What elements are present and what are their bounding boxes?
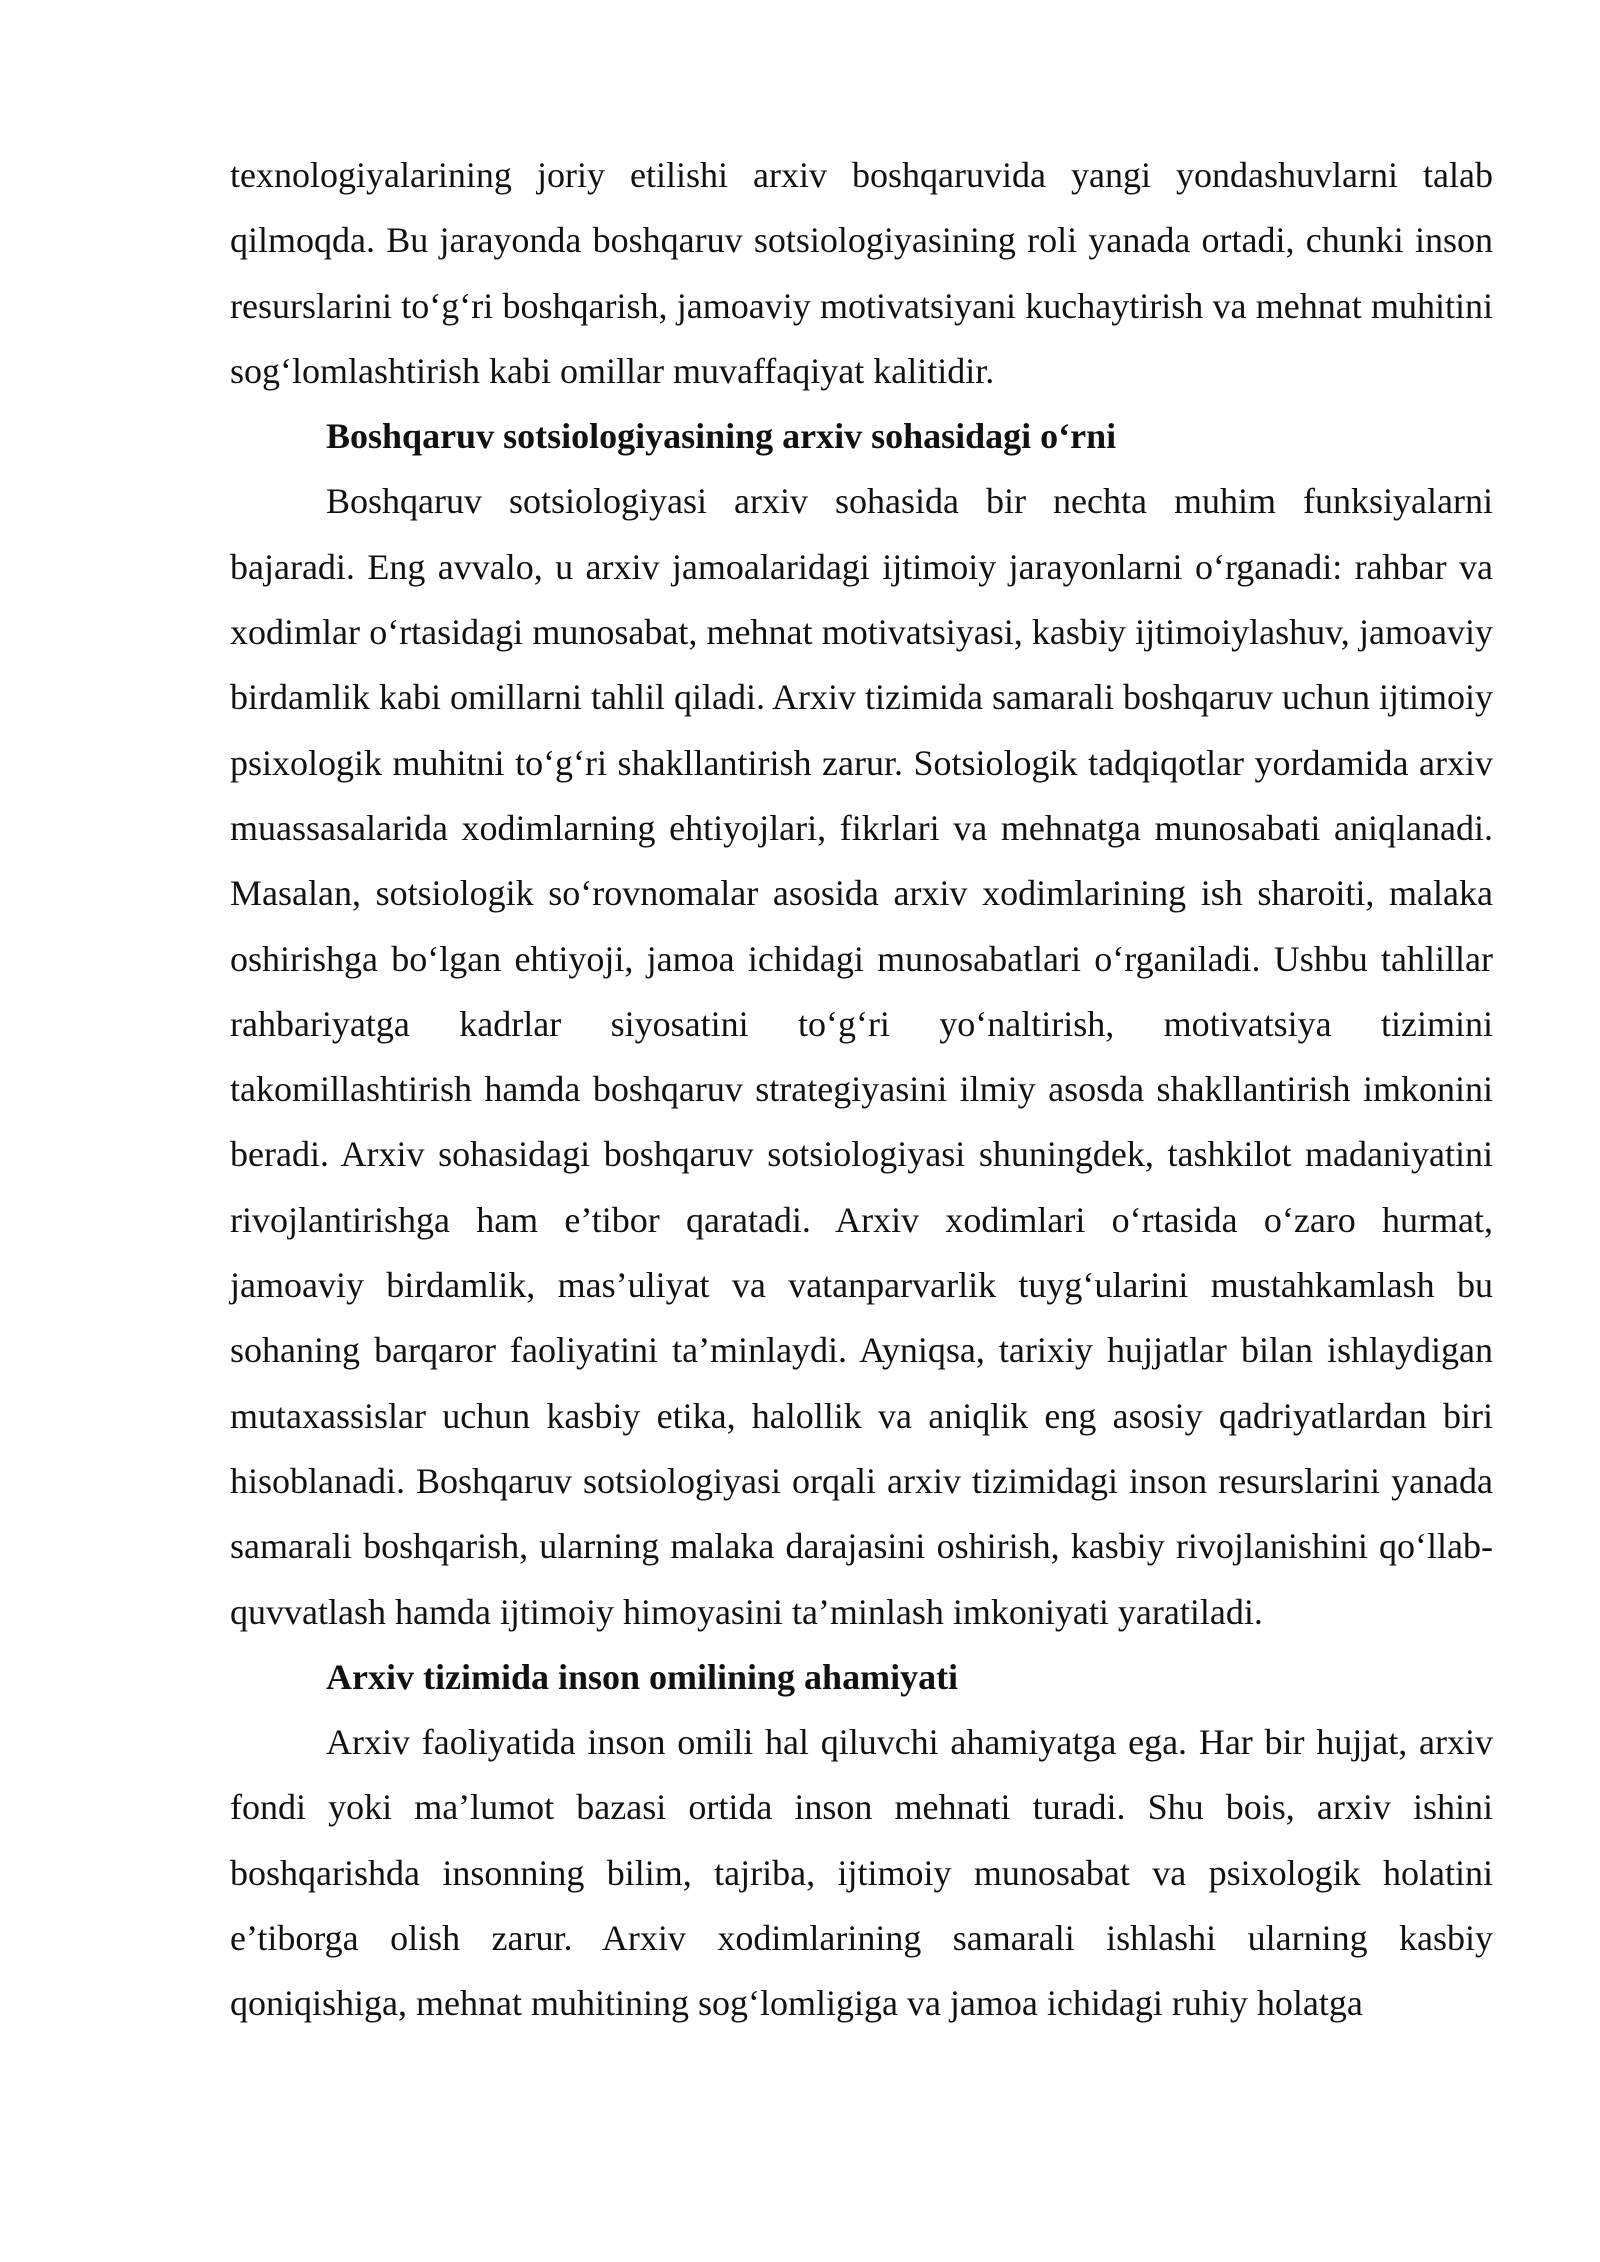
paragraph-human-factor: Arxiv faoliyatida inson omili hal qiluvchi ahamiyatga ega. Har bir hujjat, arxiv fondi yoki ma’lumot bazasi ortida inson mehnati turadi. Shu bois, arxiv ishini boshqarishda insonning bilim, tajriba, ijtimoiy munosabat va psixologik holatini e’tiborga olish zarur. Arxiv xodimlarining samarali ishlashi ularning kasbiy qoniqishiga, mehnat muhitining sog‘lomligiga va jamoa ichidagi ruhiy holatga <box>230 1722 1493 2024</box>
section-heading-role-of-management-sociology: Boshqaruv sotsiologiyasining arxiv sohasidagi o‘rni <box>326 416 1117 457</box>
section-heading-human-factor: Arxiv tizimida inson omilining ahamiyati <box>326 1656 959 1697</box>
document-page <box>230 143 1493 2037</box>
paragraph-management-sociology: Boshqaruv sotsiologiyasi arxiv sohasida bir nechta muhim funksiyalarni bajaradi. Eng avvalo, u arxiv jamoalaridagi ijtimoiy jarayonlarni o‘rganadi: rahbar va xodimlar o‘rtasidagi munosabat, mehnat motivatsiyasi, kasbiy ijtimoiylashuv, jamoaviy birdamlik kabi omillarni tahlil qiladi. Arxiv tizimida samarali boshqaruv uchun ijtimoiy psixologik muhitni to‘g‘ri shakllantirish zarur. Sotsiologik tadqiqotlar yordamida arxiv muassasalarida xodimlarning ehtiyojlari, fikrlari va mehnatga munosabati aniqlanadi. Masalan, sotsiologik so‘rovnomalar asosida arxiv xodimlarining ish sharoiti, malaka oshirishga bo‘lgan ehtiyoji, jamoa ichidagi munosabatlari o‘rganiladi. Ushbu tahlillar rahbariyatga kadrlar siyosatini to‘g‘ri yo‘naltirish, motivatsiya tizimini takomillashtirish hamda boshqaruv strategiyasini ilmiy asosda shakllantirish imkonini beradi. Arxiv sohasidagi boshqaruv sotsiologiyasi shuningdek, tashkilot madaniyatini rivojlantirishga ham e’tibor qaratadi. Arxiv xodimlari o‘rtasida o‘zaro hurmat, jamoaviy birdamlik, mas’uliyat va vatanparvarlik tuyg‘ularini mustahkamlash bu sohaning barqaror faoliyatini ta’minlaydi. Ayniqsa, tarixiy hujjatlar bilan ishlaydigan mutaxassislar uchun kasbiy etika, halollik va aniqlik eng asosiy qadriyatlardan biri hisoblanadi. Boshqaruv sotsiologiyasi orqali arxiv tizimidagi inson resurslarini yanada samarali boshqarish, ularning malaka darajasini oshirish, kasbiy rivojlanishini qo‘llab-quvvatlash hamda ijtimoiy himoyasini ta’minlash imkoniyati yaratiladi. <box>230 481 1493 1632</box>
paragraph-continued: texnologiyalarining joriy etilishi arxiv boshqaruvida yangi yondashuvlarni talab qilmoqda. Bu jarayonda boshqaruv sotsiologiyasining roli yanada ortadi, chunki inson resurslarini to‘g‘ri boshqarish, jamoaviy motivatsiyani kuchaytirish va mehnat muhitini sog‘lomlashtirish kabi omillar muvaffaqiyat kalitidir. <box>230 155 1493 391</box>
